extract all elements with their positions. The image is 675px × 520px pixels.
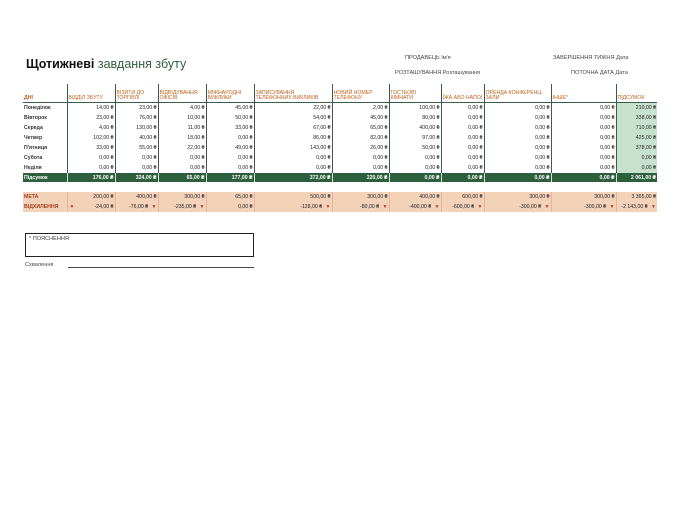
explanation-label: * ПОЯСНЕННЯ bbox=[29, 236, 69, 242]
table-cell[interactable]: 0,00 ₴ bbox=[389, 153, 441, 163]
table-cell: 372,00 ₴ bbox=[254, 173, 332, 182]
table-cell[interactable]: 49,00 ₴ bbox=[206, 143, 254, 153]
deviation-cell bbox=[332, 202, 389, 212]
table-cell[interactable]: 0,00 ₴ bbox=[551, 113, 616, 123]
deviation-value: -2 143,00 ₴ bbox=[621, 204, 648, 210]
table-cell: 176,00 ₴ bbox=[67, 173, 115, 182]
table-cell[interactable]: 100,00 ₴ bbox=[389, 103, 441, 114]
deviation-value: 0,00 ₴ bbox=[238, 204, 253, 210]
table-cell[interactable]: 54,00 ₴ bbox=[254, 113, 332, 123]
table-cell[interactable]: 0,00 ₴ bbox=[551, 143, 616, 153]
col-header: ВІЗИТИ ДО ТОРГІВЛІ bbox=[115, 84, 158, 103]
table-cell[interactable]: 97,00 ₴ bbox=[389, 133, 441, 143]
goal-cell[interactable]: 500,00 ₴ bbox=[254, 192, 332, 202]
deviation-row bbox=[23, 202, 657, 212]
table-cell[interactable]: 0,00 ₴ bbox=[254, 153, 332, 163]
goal-row bbox=[23, 192, 657, 202]
header-row bbox=[23, 84, 657, 103]
table-cell[interactable]: 26,00 ₴ bbox=[332, 143, 389, 153]
table-row bbox=[23, 113, 657, 123]
goal-cell[interactable]: 600,00 ₴ bbox=[441, 192, 484, 202]
goal-cell[interactable]: 300,00 ₴ bbox=[332, 192, 389, 202]
table-cell[interactable]: 0,00 ₴ bbox=[115, 163, 158, 173]
table-cell-total: 0,00 ₴ bbox=[616, 163, 657, 173]
goal-cell[interactable]: 300,00 ₴ bbox=[484, 192, 551, 202]
down-triangle-icon: ▼ bbox=[434, 204, 440, 210]
table-cell[interactable]: 55,00 ₴ bbox=[115, 143, 158, 153]
goal-cell-total: 3 365,00 ₴ bbox=[616, 192, 657, 202]
table-cell[interactable]: 0,00 ₴ bbox=[441, 113, 484, 123]
table-cell[interactable]: 0,00 ₴ bbox=[551, 163, 616, 173]
deviation-value: -80,00 ₴ bbox=[360, 204, 380, 210]
table-cell-total: 425,00 ₴ bbox=[616, 133, 657, 143]
title-subtitle: завдання збуту bbox=[97, 57, 187, 71]
table-cell[interactable]: 50,00 ₴ bbox=[389, 143, 441, 153]
table-cell[interactable]: 22,00 ₴ bbox=[158, 143, 206, 153]
deviation-value: -600,00 ₴ bbox=[452, 204, 475, 210]
day-label: П'ятниця bbox=[24, 145, 48, 151]
goal-cell[interactable]: 300,00 ₴ bbox=[158, 192, 206, 202]
down-triangle-icon: ▼ bbox=[544, 204, 550, 210]
table-cell[interactable]: 0,00 ₴ bbox=[441, 133, 484, 143]
page-title bbox=[26, 57, 186, 71]
table-cell[interactable]: 0,00 ₴ bbox=[206, 163, 254, 173]
deviation-value: -300,00 ₴ bbox=[584, 204, 607, 210]
table-cell[interactable]: 0,00 ₴ bbox=[158, 153, 206, 163]
table-cell[interactable]: 0,00 ₴ bbox=[389, 163, 441, 173]
goal-cell[interactable]: 300,00 ₴ bbox=[551, 192, 616, 202]
total-label: Підсумок bbox=[23, 173, 67, 182]
deviation-cell bbox=[158, 202, 206, 212]
table-row bbox=[23, 123, 657, 133]
table-cell[interactable]: 0,00 ₴ bbox=[254, 163, 332, 173]
col-header: МІЖНАРОДНІ ВИКЛИКИ bbox=[206, 84, 254, 103]
table-cell[interactable]: 0,00 ₴ bbox=[484, 103, 551, 114]
table-cell[interactable]: 0,00 ₴ bbox=[484, 133, 551, 143]
table-cell-total: 2 061,00 ₴ bbox=[616, 173, 657, 182]
deviation-cell bbox=[67, 202, 115, 212]
table-cell-total: 378,00 ₴ bbox=[616, 143, 657, 153]
table-cell[interactable]: 0,00 ₴ bbox=[67, 163, 115, 173]
table-cell[interactable]: 0,00 ₴ bbox=[206, 133, 254, 143]
table-cell[interactable]: 0,00 ₴ bbox=[441, 123, 484, 133]
table-cell: 0,00 ₴ bbox=[551, 173, 616, 182]
table-cell[interactable]: 23,00 ₴ bbox=[115, 103, 158, 114]
table-cell[interactable]: 0,00 ₴ bbox=[332, 163, 389, 173]
table-cell[interactable]: 0,00 ₴ bbox=[206, 153, 254, 163]
deviation-cell bbox=[616, 202, 657, 212]
deviation-cell bbox=[115, 202, 158, 212]
table-cell[interactable]: 50,00 ₴ bbox=[206, 113, 254, 123]
day-label: Неділя bbox=[24, 165, 42, 171]
table-cell[interactable]: 0,00 ₴ bbox=[115, 153, 158, 163]
table-cell: 65,00 ₴ bbox=[158, 173, 206, 182]
table-cell-total: 210,00 ₴ bbox=[616, 103, 657, 114]
col-header: ВІДДІЛ ЗБУТУ bbox=[67, 84, 115, 103]
deviation-cell bbox=[484, 202, 551, 212]
table-cell: 220,00 ₴ bbox=[332, 173, 389, 182]
table-cell[interactable]: 0,00 ₴ bbox=[551, 153, 616, 163]
table-cell[interactable]: 0,00 ₴ bbox=[484, 163, 551, 173]
table-cell-total: 338,00 ₴ bbox=[616, 113, 657, 123]
goal-cell[interactable]: 400,00 ₴ bbox=[115, 192, 158, 202]
table-cell[interactable]: 33,00 ₴ bbox=[67, 143, 115, 153]
table-cell[interactable]: 0,00 ₴ bbox=[484, 113, 551, 123]
col-header: ІНШЕ* bbox=[551, 84, 616, 103]
deviation-cell bbox=[389, 202, 441, 212]
table-cell[interactable]: 65,00 ₴ bbox=[332, 123, 389, 133]
table-cell[interactable]: 400,00 ₴ bbox=[389, 123, 441, 133]
col-header-total: ПІДСУМОК bbox=[616, 84, 657, 103]
total-row bbox=[23, 173, 657, 182]
table-cell[interactable]: 0,00 ₴ bbox=[441, 163, 484, 173]
table-cell[interactable]: 22,00 ₴ bbox=[254, 103, 332, 114]
col-header: ЇЖА АБО НАПОЇ bbox=[441, 84, 484, 103]
table-cell[interactable]: 0,00 ₴ bbox=[441, 143, 484, 153]
table-cell: 0,00 ₴ bbox=[484, 173, 551, 182]
table-cell[interactable]: 0,00 ₴ bbox=[551, 103, 616, 114]
table-cell[interactable]: 86,00 ₴ bbox=[254, 133, 332, 143]
table-cell[interactable]: 11,00 ₴ bbox=[158, 123, 206, 133]
goal-cell[interactable]: 400,00 ₴ bbox=[389, 192, 441, 202]
col-header: ОРЕНДА КОНФЕРЕНЦ-ЗАЛИ bbox=[484, 84, 551, 103]
deviation-cell bbox=[441, 202, 484, 212]
table-cell[interactable]: 80,00 ₴ bbox=[389, 113, 441, 123]
table-row bbox=[23, 133, 657, 143]
day-label: Понеділок bbox=[24, 105, 51, 111]
goal-cell[interactable]: 200,00 ₴ bbox=[67, 192, 115, 202]
down-triangle-icon: ▼ bbox=[651, 204, 656, 210]
table-cell[interactable]: 0,00 ₴ bbox=[484, 153, 551, 163]
deviation-value: -400,00 ₴ bbox=[409, 204, 432, 210]
table-cell: 0,00 ₴ bbox=[389, 173, 441, 182]
table-cell-total: 0,00 ₴ bbox=[616, 153, 657, 163]
deviation-value: -235,00 ₴ bbox=[174, 204, 197, 210]
approval-signature-line[interactable] bbox=[68, 267, 254, 268]
table-cell[interactable]: 45,00 ₴ bbox=[206, 103, 254, 114]
title-bold: Щотижневі bbox=[26, 57, 95, 71]
explanation-box[interactable] bbox=[25, 233, 254, 257]
col-header-days: ДНІ bbox=[23, 84, 67, 103]
deviation-cell bbox=[551, 202, 616, 212]
deviation-value: -24,00 ₴ bbox=[94, 204, 114, 210]
table-cell[interactable]: 76,00 ₴ bbox=[115, 113, 158, 123]
week-end-field[interactable]: ЗАВЕРШЕННЯ ТИЖНЯ Дата bbox=[553, 55, 629, 61]
table-cell[interactable]: 67,00 ₴ bbox=[254, 123, 332, 133]
table-cell[interactable]: 130,00 ₴ bbox=[115, 123, 158, 133]
deviation-value: -76,00 ₴ bbox=[129, 204, 149, 210]
sales-table bbox=[23, 84, 657, 212]
goal-label: МЕТА bbox=[23, 192, 67, 202]
down-triangle-icon: ▼ bbox=[69, 204, 75, 210]
day-label: Субота bbox=[24, 155, 43, 161]
table-cell[interactable]: 0,00 ₴ bbox=[67, 153, 115, 163]
table-cell[interactable]: 14,00 ₴ bbox=[67, 103, 115, 114]
table-cell: 324,00 ₴ bbox=[115, 173, 158, 182]
col-header: НОВИЙ НОМЕР ТЕЛЕФОНУ bbox=[332, 84, 389, 103]
goal-cell[interactable]: 65,00 ₴ bbox=[206, 192, 254, 202]
table-cell: 177,00 ₴ bbox=[206, 173, 254, 182]
down-triangle-icon: ▼ bbox=[609, 204, 615, 210]
table-cell[interactable]: 18,00 ₴ bbox=[158, 133, 206, 143]
seller-field[interactable]: ПРОДАВЕЦЬ Ім'я bbox=[405, 55, 451, 61]
table-row bbox=[23, 103, 657, 114]
table-cell[interactable]: 45,00 ₴ bbox=[332, 113, 389, 123]
col-header: ЗАПИСУВАННЯ ТЕЛЕФОННИХ ВИКЛИКІВ bbox=[254, 84, 332, 103]
deviation-cell bbox=[254, 202, 332, 212]
table-cell[interactable]: 0,00 ₴ bbox=[484, 143, 551, 153]
col-header: ГОСТЬОВІ КІМНАТИ bbox=[389, 84, 441, 103]
table-row bbox=[23, 143, 657, 153]
down-triangle-icon: ▼ bbox=[477, 204, 483, 210]
table-cell[interactable]: 10,00 ₴ bbox=[158, 113, 206, 123]
down-triangle-icon: ▼ bbox=[151, 204, 157, 210]
table-cell[interactable]: 0,00 ₴ bbox=[332, 153, 389, 163]
table-cell[interactable]: 2,00 ₴ bbox=[332, 103, 389, 114]
day-label: Вівторок bbox=[24, 115, 47, 121]
table-row bbox=[23, 163, 657, 173]
table-cell: 0,00 ₴ bbox=[441, 173, 484, 182]
table-cell[interactable]: 0,00 ₴ bbox=[441, 153, 484, 163]
table-row bbox=[23, 153, 657, 163]
down-triangle-icon: ▼ bbox=[325, 204, 331, 210]
table-cell[interactable]: 0,00 ₴ bbox=[441, 103, 484, 114]
deviation-value: -300,00 ₴ bbox=[519, 204, 542, 210]
deviation-value: -128,00 ₴ bbox=[300, 204, 323, 210]
table-cell[interactable]: 0,00 ₴ bbox=[158, 163, 206, 173]
table-cell[interactable]: 33,00 ₴ bbox=[206, 123, 254, 133]
location-field[interactable]: РОЗТАШУВАННЯ Розташування bbox=[395, 70, 481, 76]
table-cell[interactable]: 40,00 ₴ bbox=[115, 133, 158, 143]
table-cell[interactable]: 82,00 ₴ bbox=[332, 133, 389, 143]
deviation-cell bbox=[206, 202, 254, 212]
table-cell[interactable]: 143,00 ₴ bbox=[254, 143, 332, 153]
table-cell-total: 710,00 ₴ bbox=[616, 123, 657, 133]
table-cell[interactable]: 4,00 ₴ bbox=[158, 103, 206, 114]
deviation-label: ВІДХИЛЕННЯ bbox=[23, 202, 67, 212]
day-label: Четвер bbox=[24, 135, 43, 141]
current-date-field[interactable]: ПОТОЧНА ДАТА Дата bbox=[571, 70, 628, 76]
table-cell[interactable]: 4,00 ₴ bbox=[67, 123, 115, 133]
table-cell[interactable]: 0,00 ₴ bbox=[551, 123, 616, 133]
col-header: ВІДВІДУВАННЯ ОФІСІВ bbox=[158, 84, 206, 103]
down-triangle-icon: ▼ bbox=[382, 204, 388, 210]
down-triangle-icon: ▼ bbox=[199, 204, 205, 210]
table-cell[interactable]: 0,00 ₴ bbox=[484, 123, 551, 133]
approval-label: Схвалення bbox=[25, 262, 54, 268]
table-cell[interactable]: 0,00 ₴ bbox=[551, 133, 616, 143]
day-label: Середа bbox=[24, 125, 43, 131]
table-cell[interactable]: 23,00 ₴ bbox=[67, 113, 115, 123]
table-cell[interactable]: 102,00 ₴ bbox=[67, 133, 115, 143]
